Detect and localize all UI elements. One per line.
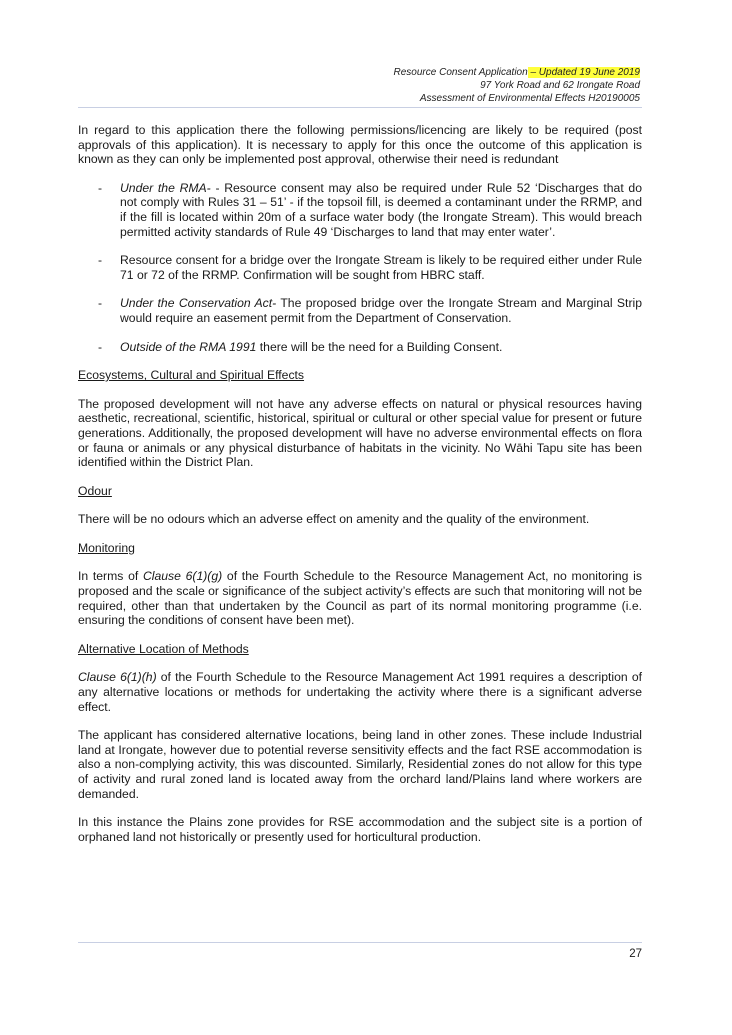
monitoring-post: of the Fourth Schedule to the Resource Management Act, no monitoring is proposed and the scale or significance of the subject activity’s effects are such that monitoring will not be required, other than that undertaken by the Council as part of its normal monitoring programme (i.e. ensuring the conditions of consent have been met). bbox=[78, 569, 642, 628]
alternative-paragraph-1 bbox=[78, 670, 642, 714]
header-title: Resource Consent Application bbox=[393, 67, 528, 78]
bullet-dash: - bbox=[98, 296, 103, 311]
monitoring-clause: Clause 6(1)(g) bbox=[142, 569, 223, 584]
list-item bbox=[78, 253, 642, 282]
bullet-dash: - bbox=[98, 339, 103, 354]
ecosystems-heading: Ecosystems, Cultural and Spiritual Effects bbox=[78, 368, 305, 383]
monitoring-heading: Monitoring bbox=[78, 540, 135, 555]
bullet-lead: Outside of the RMA 1991 bbox=[120, 339, 257, 354]
list-item bbox=[78, 340, 642, 355]
header-document-ref: Assessment of Environmental Effects H20190005 bbox=[419, 93, 640, 104]
alternative-paragraph-2: The applicant has considered alternative locations, being land in other zones. These include Industrial land at Irongate, however due to potential reverse sensitivity effects and the fact RSE accommodation is also a non-complying activity, this was discounted. Similarly, Residential zones do not allow for this type of activity and rural zoned land is located away from the orchard land/Plains land where workers are demanded. bbox=[78, 728, 642, 801]
bullet-dash: - bbox=[98, 253, 103, 268]
monitoring-paragraph bbox=[78, 569, 642, 627]
header-address: 97 York Road and 62 Irongate Road bbox=[480, 80, 640, 91]
alternative-post: of the Fourth Schedule to the Resource Management Act 1991 requires a description of any alternative locations or methods for undertaking the activity where there is a significant adverse effect. bbox=[78, 670, 642, 714]
monitoring-pre: In terms of bbox=[78, 569, 143, 584]
alternative-heading: Alternative Location of Methods bbox=[78, 641, 249, 656]
permissions-list bbox=[78, 181, 642, 354]
page-number: 27 bbox=[629, 948, 642, 960]
odour-heading: Odour bbox=[78, 483, 112, 498]
bullet-text: Resource consent for a bridge over the Irongate Stream is likely to be required either under Rule 71 or 72 of the RRMP. Confirmation will be sought from HBRC staff. bbox=[120, 253, 642, 282]
bullet-text: there will be the need for a Building Consent. bbox=[256, 339, 503, 354]
header-updated-highlight: – Updated 19 June 2019 bbox=[527, 67, 640, 78]
intro-paragraph: In regard to this application there the following permissions/licencing are likely to be required (post approvals of this application). It is necessary to apply for this once the outcome of this application is known as they can only be implemented post approval, otherwise their need is redundant bbox=[78, 123, 642, 167]
header-line-1 bbox=[394, 66, 640, 79]
bullet-text: The proposed bridge over the Irongate Stream and Marginal Strip would require an easement permit from the Department of Conservation. bbox=[120, 296, 642, 325]
bullet-lead: Under the RMA- bbox=[120, 180, 211, 195]
list-item bbox=[78, 296, 642, 325]
alternative-paragraph-3: In this instance the Plains zone provides for RSE accommodation and the subject site is a portion of orphaned land not historically or presently used for horticultural production. bbox=[78, 815, 642, 844]
odour-paragraph: There will be no odours which an adverse effect on amenity and the quality of the environment. bbox=[78, 512, 590, 527]
bullet-lead: Under the Conservation Act- bbox=[120, 296, 277, 311]
bullet-dash: - bbox=[98, 180, 103, 195]
footer-rule bbox=[78, 942, 642, 943]
document-body bbox=[78, 123, 642, 858]
alternative-clause: Clause 6(1)(h) bbox=[78, 670, 157, 685]
bullet-text: - Resource consent may also be required under Rule 52 ‘Discharges that do not comply with Rules 31 – 51’ - if the topsoil fill, is deemed a contaminant under the RRMP, and if the fill is located within 20m of a surface water body (the Irongate Stream). This would breach permitted activity standards of Rule 49 ‘Discharges to land that may enter water’. bbox=[120, 180, 642, 239]
header-rule bbox=[78, 107, 642, 108]
ecosystems-paragraph: The proposed development will not have any adverse effects on natural or physical resources having aesthetic, recreational, scientific, historical, spiritual or cultural or other special value for present or future generations. Additionally, the proposed development will have no adverse environmental effects on flora or fauna or animals or any physical disturbance of habitats in the vicinity. No Wāhi Tapu site has been identified within the District Plan. bbox=[78, 396, 642, 470]
page-header bbox=[394, 66, 640, 105]
list-item bbox=[78, 181, 642, 239]
